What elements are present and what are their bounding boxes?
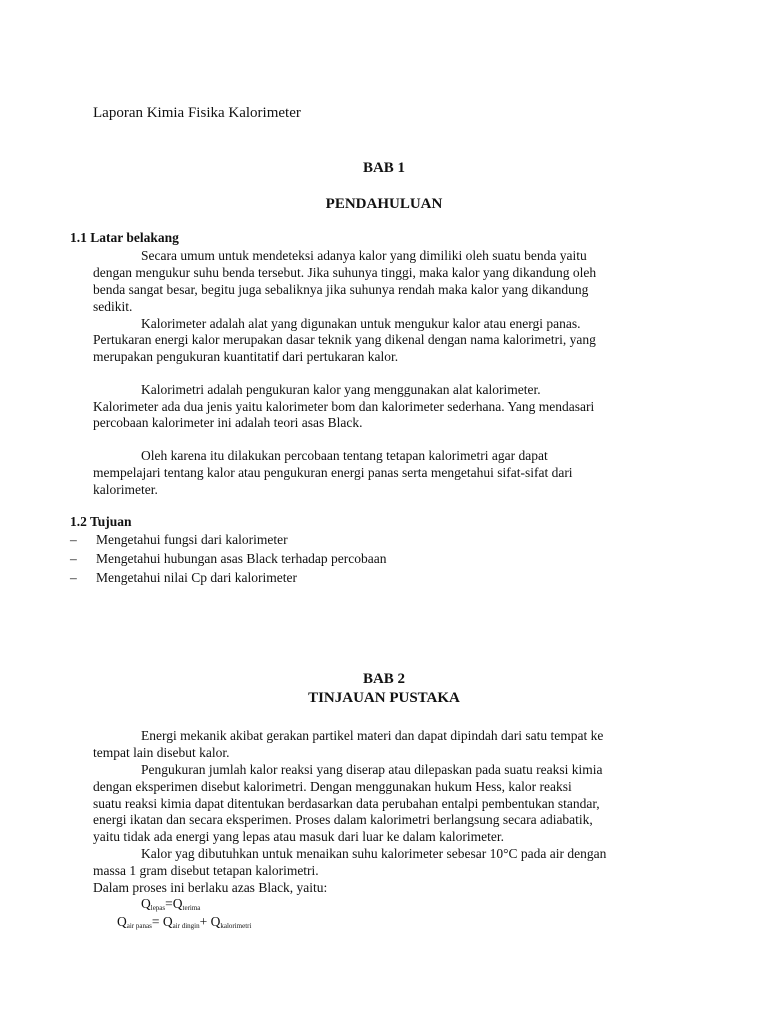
formula-asas-black-1 xyxy=(141,896,200,912)
paragraph-line: Oleh karena itu dilakukan percobaan tentang tetapan kalorimetri agar dapat xyxy=(141,448,548,463)
bab1-title: PENDAHULUAN xyxy=(325,196,443,212)
plus-q: + Q xyxy=(199,914,221,929)
subscript-air-panas: air panas xyxy=(126,922,152,930)
subscript-air-dingin: air dingin xyxy=(172,922,200,930)
paragraph-line: energi ikatan dan secara eksperimen. Proses dalam kalorimetri berlangsung secara adiabatik, xyxy=(93,812,593,827)
equals-q: = Q xyxy=(151,914,173,929)
list-item-text: Mengetahui nilai Cp dari kalorimeter xyxy=(96,570,297,585)
subscript-terima: terima xyxy=(182,904,201,912)
list-item-text: Mengetahui hubungan asas Black terhadap percobaan xyxy=(96,551,387,566)
bab1-label: BAB 1 xyxy=(362,160,406,176)
paragraph-line: dengan mengukur suhu benda tersebut. Jika suhunya tinggi, maka kalor yang dikandung oleh xyxy=(93,265,597,280)
dash-bullet: – xyxy=(70,551,77,566)
paragraph-line: sedikit. xyxy=(93,299,133,314)
paragraph-line: Dalam proses ini berlaku azas Black, yaitu: xyxy=(93,880,328,895)
paragraph-line: mempelajari tentang kalor atau pengukuran energi panas serta mengetahui sifat-sifat dari xyxy=(93,465,573,480)
paragraph-line: massa 1 gram disebut tetapan kalorimetri. xyxy=(93,863,319,878)
paragraph-line: tempat lain disebut kalor. xyxy=(93,745,230,760)
paragraph-line: benda sangat besar, begitu juga sebaliknya jika suhunya rendah maka kalor yang dikandung xyxy=(93,282,589,297)
paragraph-line: suatu reaksi kimia dapat ditentukan berdasarkan data perubahan entalpi pembentukan standar, xyxy=(93,796,600,811)
section-1-1-heading: 1.1 Latar belakang xyxy=(70,230,179,245)
paragraph-line: Kalor yag dibutuhkan untuk menaikan suhu kalorimeter sebesar 10°C pada air dengan xyxy=(141,846,607,861)
q-symbol: Q xyxy=(141,896,151,911)
paragraph-line: Secara umum untuk mendeteksi adanya kalor yang dimiliki oleh suatu benda yaitu xyxy=(141,248,587,263)
paragraph-line: Kalorimeter ada dua jenis yaitu kalorimeter bom dan kalorimeter sederhana. Yang mendasari xyxy=(93,399,595,414)
dash-bullet: – xyxy=(70,570,77,585)
subscript-kalorimetri: kalorimetri xyxy=(220,922,252,930)
list-item xyxy=(70,532,288,548)
paragraph-line: dengan eksperimen disebut kalorimetri. Dengan menggunakan hukum Hess, kalor reaksi xyxy=(93,779,572,794)
subscript-lepas: lepas xyxy=(150,904,166,912)
formula-asas-black-2 xyxy=(117,914,251,930)
equals-q: =Q xyxy=(165,896,183,911)
paragraph-line: Pertukaran energi kalor merupakan dasar teknik yang dikenal dengan nama kalorimetri, yang xyxy=(93,332,596,347)
bab2-title: TINJAUAN PUSTAKA xyxy=(308,690,460,706)
paragraph-line: Pengukuran jumlah kalor reaksi yang diserap atau dilepaskan pada suatu reaksi kimia xyxy=(141,762,603,777)
paragraph-line: merupakan pengukuran kuantitatif dari pertukaran kalor. xyxy=(93,349,399,364)
list-item-text: Mengetahui fungsi dari kalorimeter xyxy=(96,532,288,547)
dash-bullet: – xyxy=(70,532,77,547)
q-symbol: Q xyxy=(117,914,127,929)
paragraph-line: Energi mekanik akibat gerakan partikel materi dan dapat dipindah dari satu tempat ke xyxy=(141,728,604,743)
document-title: Laporan Kimia Fisika Kalorimeter xyxy=(93,105,301,121)
paragraph-line: Kalorimetri adalah pengukuran kalor yang menggunakan alat kalorimeter. xyxy=(141,382,541,397)
paragraph-line: percobaan kalorimeter ini adalah teori asas Black. xyxy=(93,415,363,430)
list-item xyxy=(70,551,387,567)
paragraph-line: kalorimeter. xyxy=(93,482,158,497)
paragraph-line: Kalorimeter adalah alat yang digunakan untuk mengukur kalor atau energi panas. xyxy=(141,316,581,331)
bab2-label: BAB 2 xyxy=(362,671,406,687)
paragraph-line: yaitu tidak ada energi yang lepas atau masuk dari luar ke dalam kalorimeter. xyxy=(93,829,504,844)
list-item xyxy=(70,570,297,586)
section-1-2-heading: 1.2 Tujuan xyxy=(70,514,132,529)
